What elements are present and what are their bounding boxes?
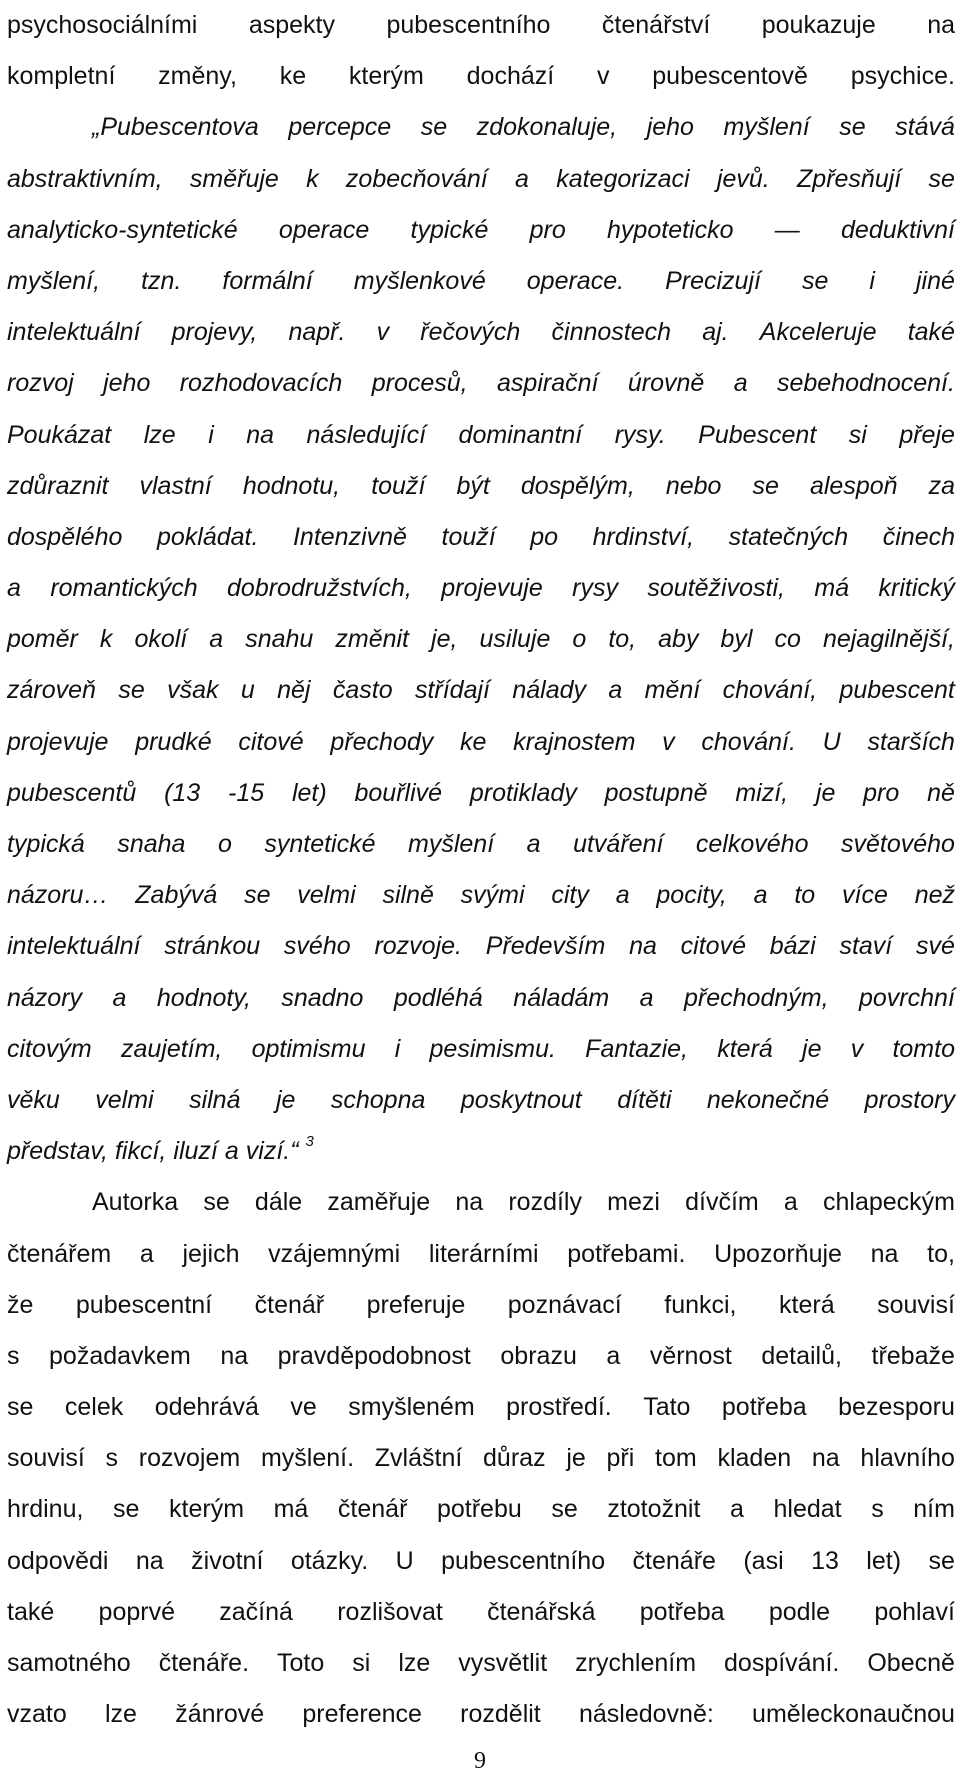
text-line: a romantických dobrodružstvích, projevuje rysy soutěživosti, má kritický xyxy=(7,574,955,603)
text-line: typická snaha o syntetické myšlení a utváření celkového světového xyxy=(7,830,955,858)
text-line: názoru… Zabývá se velmi silně svými city a pocity, a to více než xyxy=(7,881,955,910)
text-line: hrdinu, se kterým má čtenář potřebu se ztotožnit a hledat s ním xyxy=(7,1495,955,1524)
text-line: dospělého pokládat. Intenzivně touží po hrdinství, statečných činech xyxy=(7,522,955,551)
text-line: intelektuální stránkou svého rozvoje. Především na citové bázi staví své xyxy=(7,932,955,961)
text-line: čtenářem a jejich vzájemnými literárními potřebami. Upozorňuje na to, xyxy=(7,1239,955,1268)
text-line: rozvoj jeho rozhodovacích procesů, aspirační úrovně a sebehodnocení. xyxy=(7,369,955,398)
text-line: věku velmi silná je schopna poskytnout dítěti nekonečné prostory xyxy=(7,1085,955,1114)
text-line: že pubescentní čtenář preferuje poznávací funkci, která souvisí xyxy=(7,1290,955,1319)
text-line: zároveň se však u něj často střídají nálady a mění chování, pubescent xyxy=(7,676,955,705)
text-line: pubescentů (13 -15 let) bouřlivé protiklady postupně mizí, je pro ně xyxy=(7,778,955,807)
page-number: 9 xyxy=(474,1748,486,1774)
text-line: psychosociálními aspekty pubescentního čtenářství poukazuje na xyxy=(7,11,955,39)
text-line: názory a hodnoty, snadno podléhá náladám a přechodným, povrchní xyxy=(7,983,955,1012)
text-line: zdůraznit vlastní hodnotu, touží být dospělým, nebo se alespoň za xyxy=(7,471,955,500)
text-line: Poukázat lze i na následující dominantní rysy. Pubescent si přeje xyxy=(7,420,955,449)
body-text xyxy=(7,0,955,1740)
text-line: představ, fikcí, iluzí a vizí.“ 3 xyxy=(7,1126,955,1177)
text-line: souvisí s rozvojem myšlení. Zvláštní důraz je při tom kladen na hlavního xyxy=(7,1444,955,1473)
text-line: analyticko-syntetické operace typické pro hypoteticko — deduktivní xyxy=(7,215,955,244)
text-line: poměr k okolí a snahu změnit je, usiluje o to, aby byl co nejagilnější, xyxy=(7,625,955,654)
text-line: se celek odehrává ve smyšleném prostředí. Tato potřeba bezesporu xyxy=(7,1393,955,1422)
text-line: samotného čtenáře. Toto si lze vysvětlit zrychlením dospívání. Obecně xyxy=(7,1649,955,1677)
text-line: abstraktivním, směřuje k zobecňování a kategorizaci jevů. Zpřesňují se xyxy=(7,164,955,193)
footnote-marker: 3 xyxy=(305,1133,314,1151)
text-line: s požadavkem na pravděpodobnost obrazu a věrnost detailů, třebaže xyxy=(7,1341,955,1370)
text-line: citovým zaujetím, optimismu i pesimismu. Fantazie, která je v tomto xyxy=(7,1034,955,1063)
text-line: kompletní změny, ke kterým dochází v pubescentově psychice. xyxy=(7,62,955,91)
text-line: vzato lze žánrové preference rozdělit následovně: uměleckonaučnou xyxy=(7,1700,955,1729)
text-line: odpovědi na životní otázky. U pubescentního čtenáře (asi 13 let) se xyxy=(7,1546,955,1575)
text-line: Autorka se dále zaměřuje na rozdíly mezi dívčím a chlapeckým xyxy=(92,1188,955,1217)
text-line: myšlení, tzn. formální myšlenkové operace. Precizují se i jiné xyxy=(7,266,955,295)
text-line: projevuje prudké citové přechody ke krajnostem v chování. U starších xyxy=(7,727,955,756)
text-line: „Pubescentova percepce se zdokonaluje, jeho myšlení se stává xyxy=(92,113,955,142)
text-line: také poprvé začíná rozlišovat čtenářská potřeba podle pohlaví xyxy=(7,1597,955,1626)
text-line: intelektuální projevy, např. v řečových činnostech aj. Akceleruje také xyxy=(7,318,955,347)
